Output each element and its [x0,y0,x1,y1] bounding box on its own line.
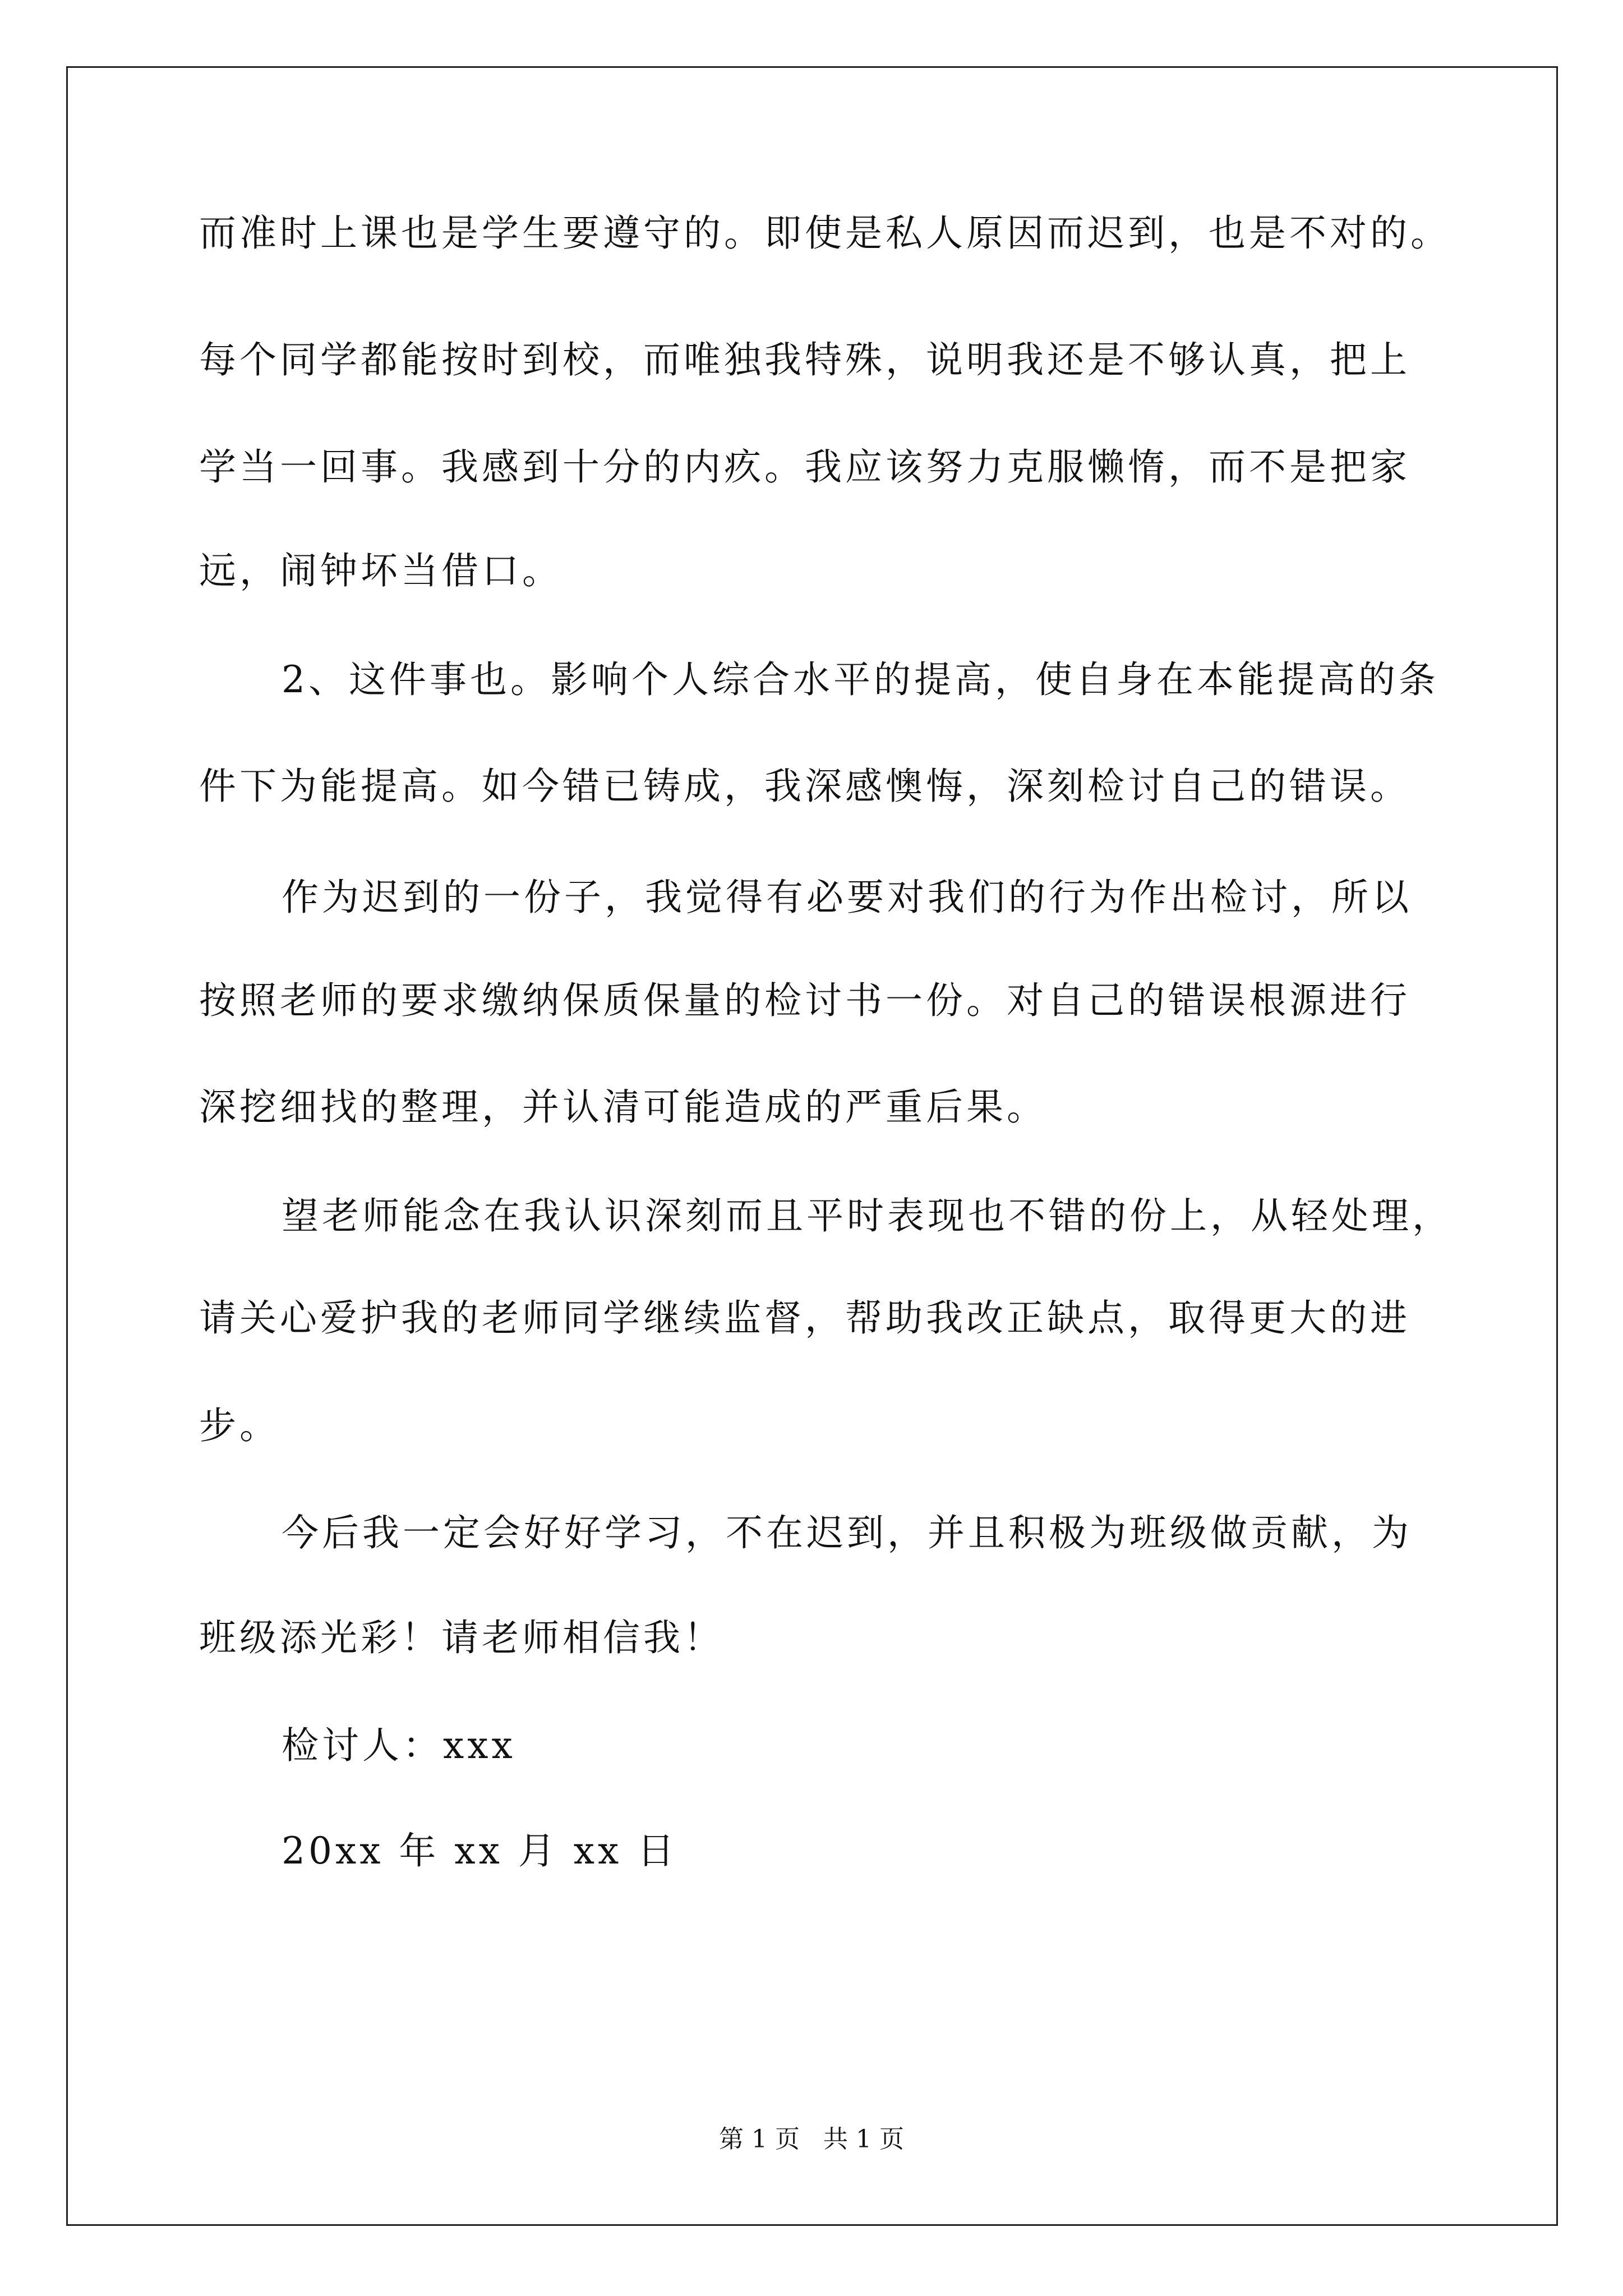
body-line-11: 请关心爱护我的老师同学继续监督，帮助我改正缺点，取得更大的进 [199,1296,1410,1340]
page-number: 第 1 页 [719,2125,800,2154]
body-line-8: 按照老师的要求缴纳保质保量的检讨书一份。对自己的错误根源进行 [199,979,1410,1022]
page-border [66,66,1558,2226]
body-line-1: 而准时上课也是学生要遵守的。即使是私人原因而迟到，也是不对的。 [199,211,1451,255]
body-line-6: 件下为能提高。如今错已铸成，我深感懊悔，深刻检讨自己的错误。 [199,765,1410,808]
page-total: 共 1 页 [823,2125,904,2154]
body-line-12: 步。 [199,1404,280,1447]
body-line-7: 作为迟到的一份子，我觉得有必要对我们的行为作出检讨，所以 [282,876,1412,919]
body-line-3: 学当一回事。我感到十分的内疚。我应该努力克服懒惰，而不是把家 [199,445,1410,489]
date-line: 20xx 年 xx 月 xx 日 [282,1829,678,1872]
body-line-4: 远，闹钟坏当借口。 [199,549,562,592]
body-line-14: 班级添光彩！请老师相信我！ [199,1616,724,1659]
body-line-9: 深挖细找的整理，并认清可能造成的严重后果。 [199,1085,1047,1129]
page-footer [0,2124,1623,2155]
signature-line: 检讨人：xxx [282,1724,516,1767]
body-line-2: 每个同学都能按时到校，而唯独我特殊，说明我还是不够认真，把上 [199,338,1410,381]
body-line-13: 今后我一定会好好学习，不在迟到，并且积极为班级做贡献，为 [282,1511,1412,1554]
body-line-5: 2、这件事也。影响个人综合水平的提高，使自身在本能提高的条 [282,658,1439,701]
body-line-10: 望老师能念在我认识深刻而且平时表现也不错的份上，从轻处理， [282,1194,1453,1237]
